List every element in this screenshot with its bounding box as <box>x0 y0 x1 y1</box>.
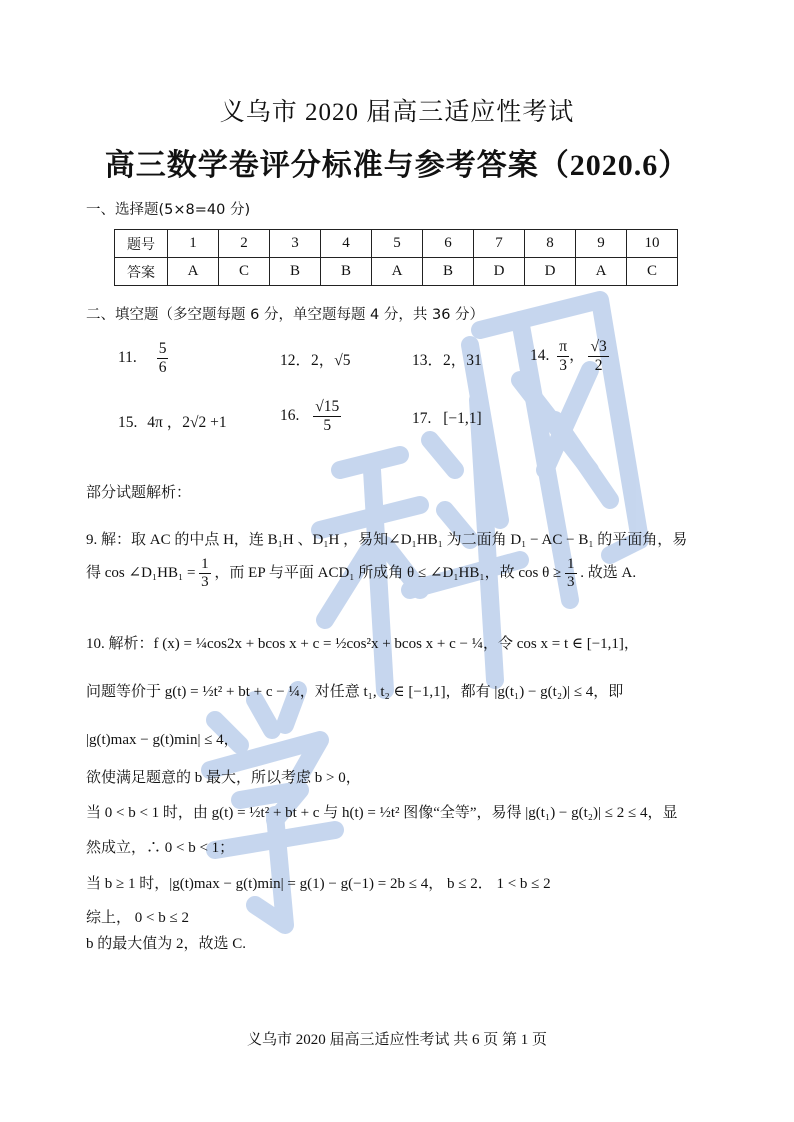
question-number-cell: 6 <box>423 230 474 258</box>
question-label: 14. <box>530 346 550 364</box>
solution-9-line2 <box>86 556 636 592</box>
analysis-heading: 部分试题解析： <box>86 485 192 501</box>
section1-heading: 一、选择题(5×8=40 分) <box>86 202 251 218</box>
answer-13 <box>412 348 482 370</box>
fraction-denominator: 2 <box>594 356 603 374</box>
text-segment: 得 cos ∠D₁HB₁ = <box>86 565 196 582</box>
question-number-cell: 2 <box>219 230 270 258</box>
answer-cell: D <box>525 258 576 286</box>
section2-heading: 二、填空题（多空题每题 6 分，单空题每题 4 分，共 36 分） <box>86 307 485 323</box>
document-title: 高三数学卷评分标准与参考答案（2020.6） <box>104 149 690 182</box>
fraction-numerator: 1 <box>565 556 577 574</box>
solution-10-line2: 问题等价于 g(t) = ½t² + bt + c − ¼，对任意 t₁, t₂ ∈ [−1,1]，都有 |g(t₁) − g(t₂)| ≤ 4，即 <box>86 684 624 700</box>
question-number-cell: 3 <box>270 230 321 258</box>
fraction-denominator: 3 <box>201 574 209 591</box>
fraction <box>157 340 169 377</box>
solution-10-line7: 当 b ≥ 1 时，|g(t)max − g(t)min| = g(1) − g(−1) = 2b ≤ 4， b ≤ 2． 1 < b ≤ 2 <box>86 876 551 892</box>
fraction-denominator: 6 <box>158 358 167 376</box>
answer-cell: D <box>474 258 525 286</box>
answer-11 <box>118 340 168 377</box>
fraction-denominator: 3 <box>567 574 575 591</box>
fraction <box>565 556 577 592</box>
question-label: 11. <box>118 348 137 366</box>
question-number-cell: 9 <box>576 230 627 258</box>
text-segment: ，而 EP 与平面 ACD₁ 所成角 θ ≤ ∠D₁HB₁，故 cos θ ≥ <box>214 565 562 582</box>
question-number-cell: 7 <box>474 230 525 258</box>
question-label: 13．2，31 <box>412 352 482 369</box>
solution-10-line6: 然成立，∴ 0 < b < 1； <box>86 840 235 856</box>
fraction <box>588 338 608 375</box>
fraction <box>313 398 341 435</box>
fraction-denominator: 5 <box>323 416 332 434</box>
fraction <box>199 556 211 592</box>
table-row <box>115 258 678 286</box>
solution-10-line4: 欲使满足题意的 b 最大，所以考虑 b > 0， <box>86 770 361 786</box>
question-number-cell: 1 <box>168 230 219 258</box>
question-label: 15. <box>118 414 138 431</box>
fraction-numerator: √3 <box>590 338 607 355</box>
answer-value: 4π ，2√2 +1 <box>147 414 227 431</box>
fraction-numerator: √15 <box>315 398 340 415</box>
answer-cell: B <box>423 258 474 286</box>
fraction-numerator: π <box>559 338 568 355</box>
answer-16 <box>280 398 341 435</box>
fraction <box>557 338 569 375</box>
question-number-cell: 5 <box>372 230 423 258</box>
solution-10-line5: 当 0 < b < 1 时，由 g(t) = ½t² + bt + c 与 h(t) = ½t² 图像“全等”，易得 |g(t₁) − g(t₂)| ≤ 2 ≤ 4，显 <box>86 805 678 821</box>
text-segment: . 故选 A. <box>580 565 637 582</box>
answer-15 <box>118 410 227 432</box>
solution-10-line3: |g(t)max − g(t)min| ≤ 4， <box>86 732 239 748</box>
answer-table <box>114 229 678 286</box>
answer-cell: C <box>627 258 678 286</box>
table-header-cell: 题号 <box>115 230 168 258</box>
answer-cell: A <box>168 258 219 286</box>
question-label: 17. <box>412 410 432 427</box>
answer-14 <box>530 338 609 375</box>
fraction-numerator: 1 <box>199 556 211 574</box>
fraction-numerator: 5 <box>158 340 167 357</box>
answer-value: √5 <box>334 352 351 369</box>
separator: ， <box>569 346 585 364</box>
answer-cell: B <box>321 258 372 286</box>
solution-10-line8: 综上， 0 < b ≤ 2 <box>86 910 189 926</box>
answer-cell: B <box>270 258 321 286</box>
page-footer: 义乌市 2020 届高三适应性考试 共 6 页 第 1 页 <box>246 1032 547 1048</box>
answer-17 <box>412 410 482 428</box>
answer-12 <box>280 348 351 370</box>
table-header-cell: 答案 <box>115 258 168 286</box>
answer-cell: A <box>372 258 423 286</box>
solution-9-line1: 9. 解：取 AC 的中点 H，连 B₁H 、D₁H ，易知∠D₁HB₁ 为二面角 D₁ − AC − B₁ 的平面角，易 <box>86 532 688 548</box>
answer-cell: C <box>219 258 270 286</box>
table-row <box>115 230 678 258</box>
answer-cell: A <box>576 258 627 286</box>
question-number-cell: 4 <box>321 230 372 258</box>
answer-value: [−1,1] <box>443 410 482 427</box>
solution-10-line1: 10. 解析：f (x) = ¼cos2x + bcos x + c = ½cos²x + bcos x + c − ¼，令 cos x = t ∈ [−1,1]， <box>86 636 639 652</box>
question-number-cell: 10 <box>627 230 678 258</box>
question-label: 12．2， <box>280 352 335 369</box>
question-number-cell: 8 <box>525 230 576 258</box>
question-label: 16. <box>280 406 300 424</box>
fraction-denominator: 3 <box>559 356 568 374</box>
exam-title: 义乌市 2020 届高三适应性考试 <box>219 99 575 126</box>
solution-10-line9: b 的最大值为 2，故选 C. <box>86 936 247 952</box>
